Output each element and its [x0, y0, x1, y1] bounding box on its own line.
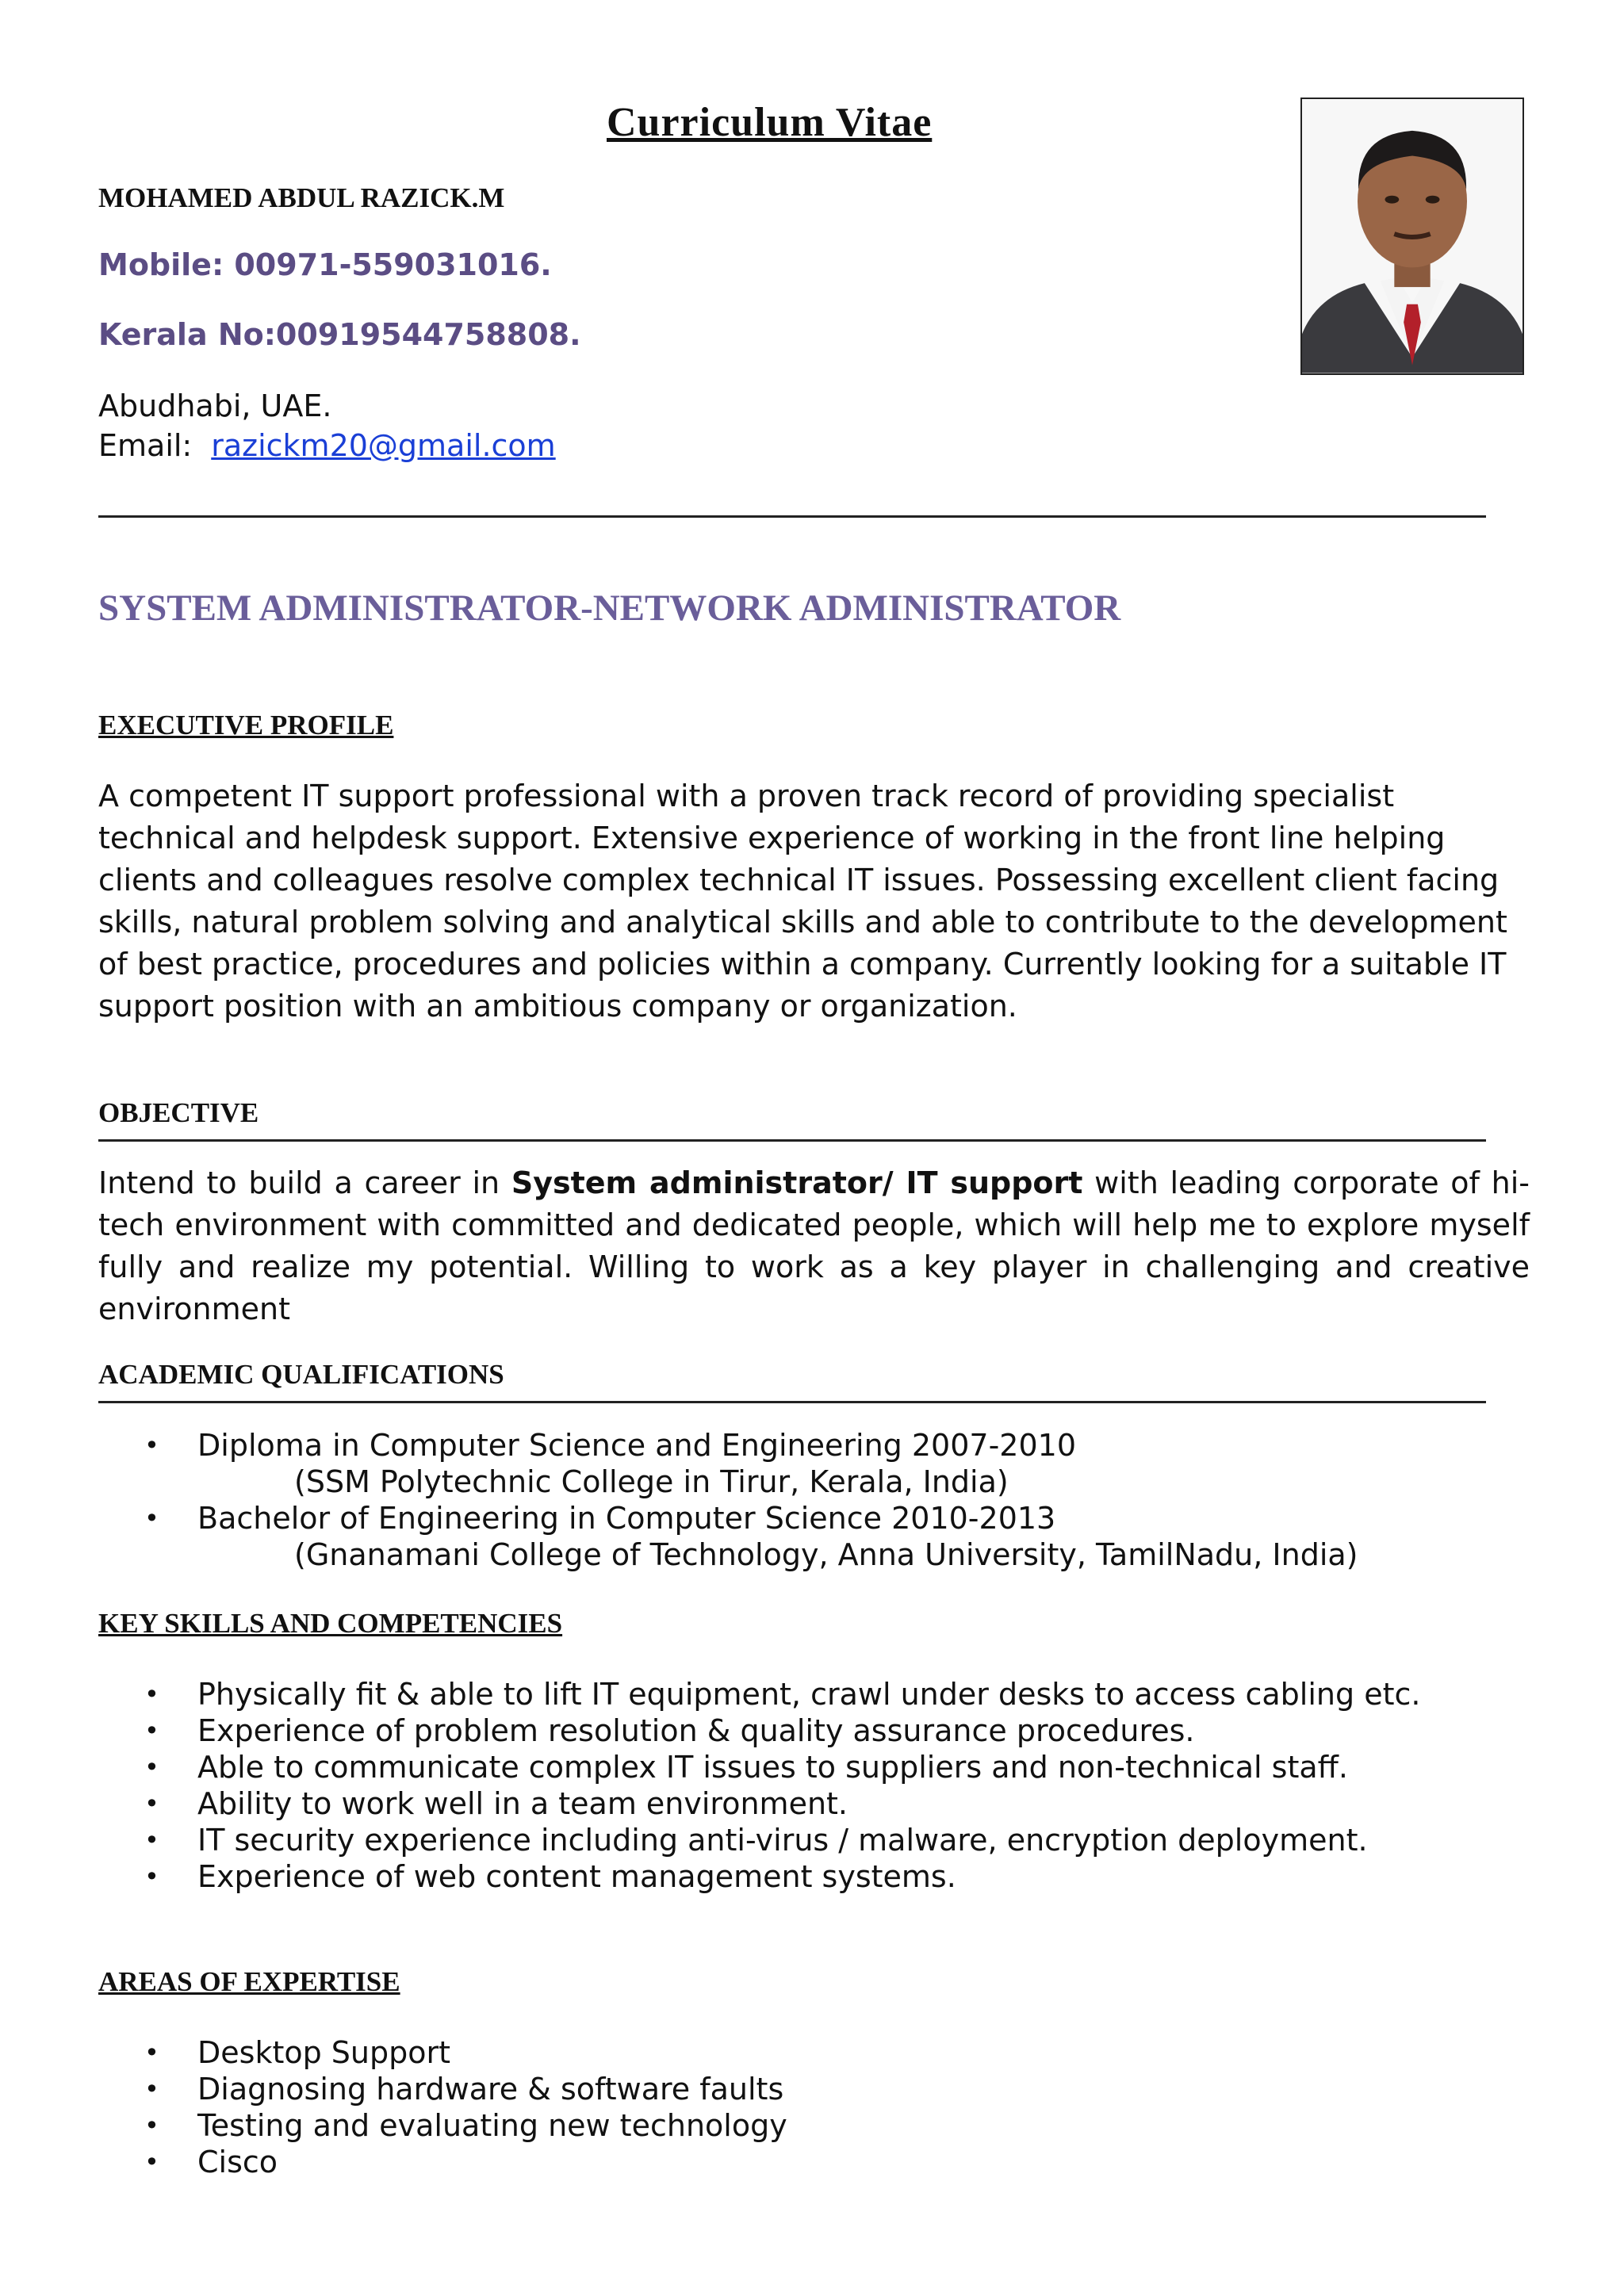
- header-divider: [98, 515, 1486, 518]
- objective-text-bold: System administrator/ IT support: [511, 1165, 1083, 1200]
- mobile-number: Mobile: 00971-559031016.: [98, 247, 552, 282]
- areas-list: [98, 2034, 787, 2180]
- objective-divider: [98, 1139, 1486, 1142]
- academic-item: [98, 1427, 1358, 1500]
- area-text: Cisco: [197, 2145, 278, 2179]
- bullet-icon: •: [144, 2147, 159, 2177]
- area-item: [98, 2071, 787, 2107]
- area-item: [98, 2107, 787, 2144]
- bullet-icon: •: [144, 1430, 159, 1460]
- skills-heading: KEY SKILLS AND COMPETENCIES: [98, 1608, 563, 1639]
- bullet-icon: •: [144, 1679, 159, 1709]
- skill-text: Experience of web content management systems.: [197, 1859, 956, 1894]
- skill-item: [98, 1822, 1420, 1858]
- bullet-icon: •: [144, 1716, 159, 1746]
- skill-text: IT security experience including anti-virus / malware, encryption deployment.: [197, 1823, 1368, 1858]
- academic-item-institution: (Gnanamani College of Technology, Anna University, TamilNadu, India): [294, 1537, 1358, 1572]
- skill-text: Experience of problem resolution & quality assurance procedures.: [197, 1713, 1195, 1748]
- area-item: [98, 2144, 787, 2180]
- skill-text: Physically fit & able to lift IT equipment, crawl under desks to access cabling etc.: [197, 1677, 1421, 1712]
- objective-text-start: Intend to build a career in: [98, 1165, 511, 1200]
- email-row: [98, 428, 556, 463]
- area-text: Desktop Support: [197, 2035, 451, 2070]
- objective-text: [98, 1162, 1530, 1330]
- email-link[interactable]: razickm20@gmail.com: [211, 428, 556, 463]
- candidate-name: MOHAMED ABDUL RAZICK.M: [98, 182, 505, 213]
- bullet-icon: •: [144, 1789, 159, 1819]
- location: Abudhabi, UAE.: [98, 388, 332, 423]
- executive-profile-text: A competent IT support professional with a proven track record of providing specialist technical and helpdesk support. Extensive experience of working in the front line helping clients and colleagues resolve complex technical IT issues. Possessing excellent client facing skills, natural problem solving and analytical skills and able to contribute to the development of best practice, procedures and policies within a company. Currently looking for a suitable IT support position with an ambitious company or organization.: [98, 779, 1507, 1024]
- academic-list: [98, 1427, 1358, 1573]
- skill-text: Able to communicate complex IT issues to suppliers and non-technical staff.: [197, 1750, 1348, 1785]
- area-item: [98, 2034, 787, 2071]
- bullet-icon: •: [144, 2038, 159, 2068]
- academic-item: [98, 1500, 1358, 1573]
- area-text: Testing and evaluating new technology: [197, 2108, 787, 2143]
- profile-photo: [1300, 98, 1524, 375]
- bullet-icon: •: [144, 2110, 159, 2141]
- academic-heading: ACADEMIC QUALIFICATIONS: [98, 1359, 504, 1390]
- objective-text-end: with leading corporate of hi-tech environment with committed and dedicated people, which will help me to explore myself fully and realize my potential. Willing to work as a key player in challenging and creative environment: [98, 1165, 1530, 1326]
- academic-item-title: Diploma in Computer Science and Engineering 2007-2010: [197, 1428, 1076, 1463]
- bullet-icon: •: [144, 1752, 159, 1782]
- area-text: Diagnosing hardware & software faults: [197, 2072, 784, 2107]
- skills-list: [98, 1676, 1420, 1895]
- skill-item: [98, 1749, 1420, 1785]
- executive-profile-heading: EXECUTIVE PROFILE: [98, 710, 394, 740]
- job-headline: SYSTEM ADMINISTRATOR-NETWORK ADMINISTRATOR: [98, 587, 1121, 629]
- objective-heading: OBJECTIVE: [98, 1097, 259, 1128]
- skill-item: [98, 1858, 1420, 1895]
- kerala-number: Kerala No:00919544758808.: [98, 317, 581, 352]
- skill-text: Ability to work well in a team environment.: [197, 1786, 848, 1821]
- skill-item: [98, 1676, 1420, 1712]
- bullet-icon: •: [144, 1862, 159, 1892]
- skill-item: [98, 1712, 1420, 1749]
- skill-item: [98, 1785, 1420, 1822]
- email-label: Email:: [98, 428, 193, 463]
- academic-item-institution: (SSM Polytechnic College in Tirur, Kerala, India): [294, 1464, 1009, 1499]
- bullet-icon: •: [144, 2074, 159, 2104]
- academic-item-title: Bachelor of Engineering in Computer Science 2010-2013: [197, 1501, 1056, 1536]
- bullet-icon: •: [144, 1503, 159, 1533]
- academic-divider: [98, 1401, 1486, 1403]
- cv-title: Curriculum Vitae: [607, 100, 933, 145]
- bullet-icon: •: [144, 1825, 159, 1855]
- portrait-image: [1302, 99, 1522, 373]
- areas-heading: AREAS OF EXPERTISE: [98, 1966, 400, 1997]
